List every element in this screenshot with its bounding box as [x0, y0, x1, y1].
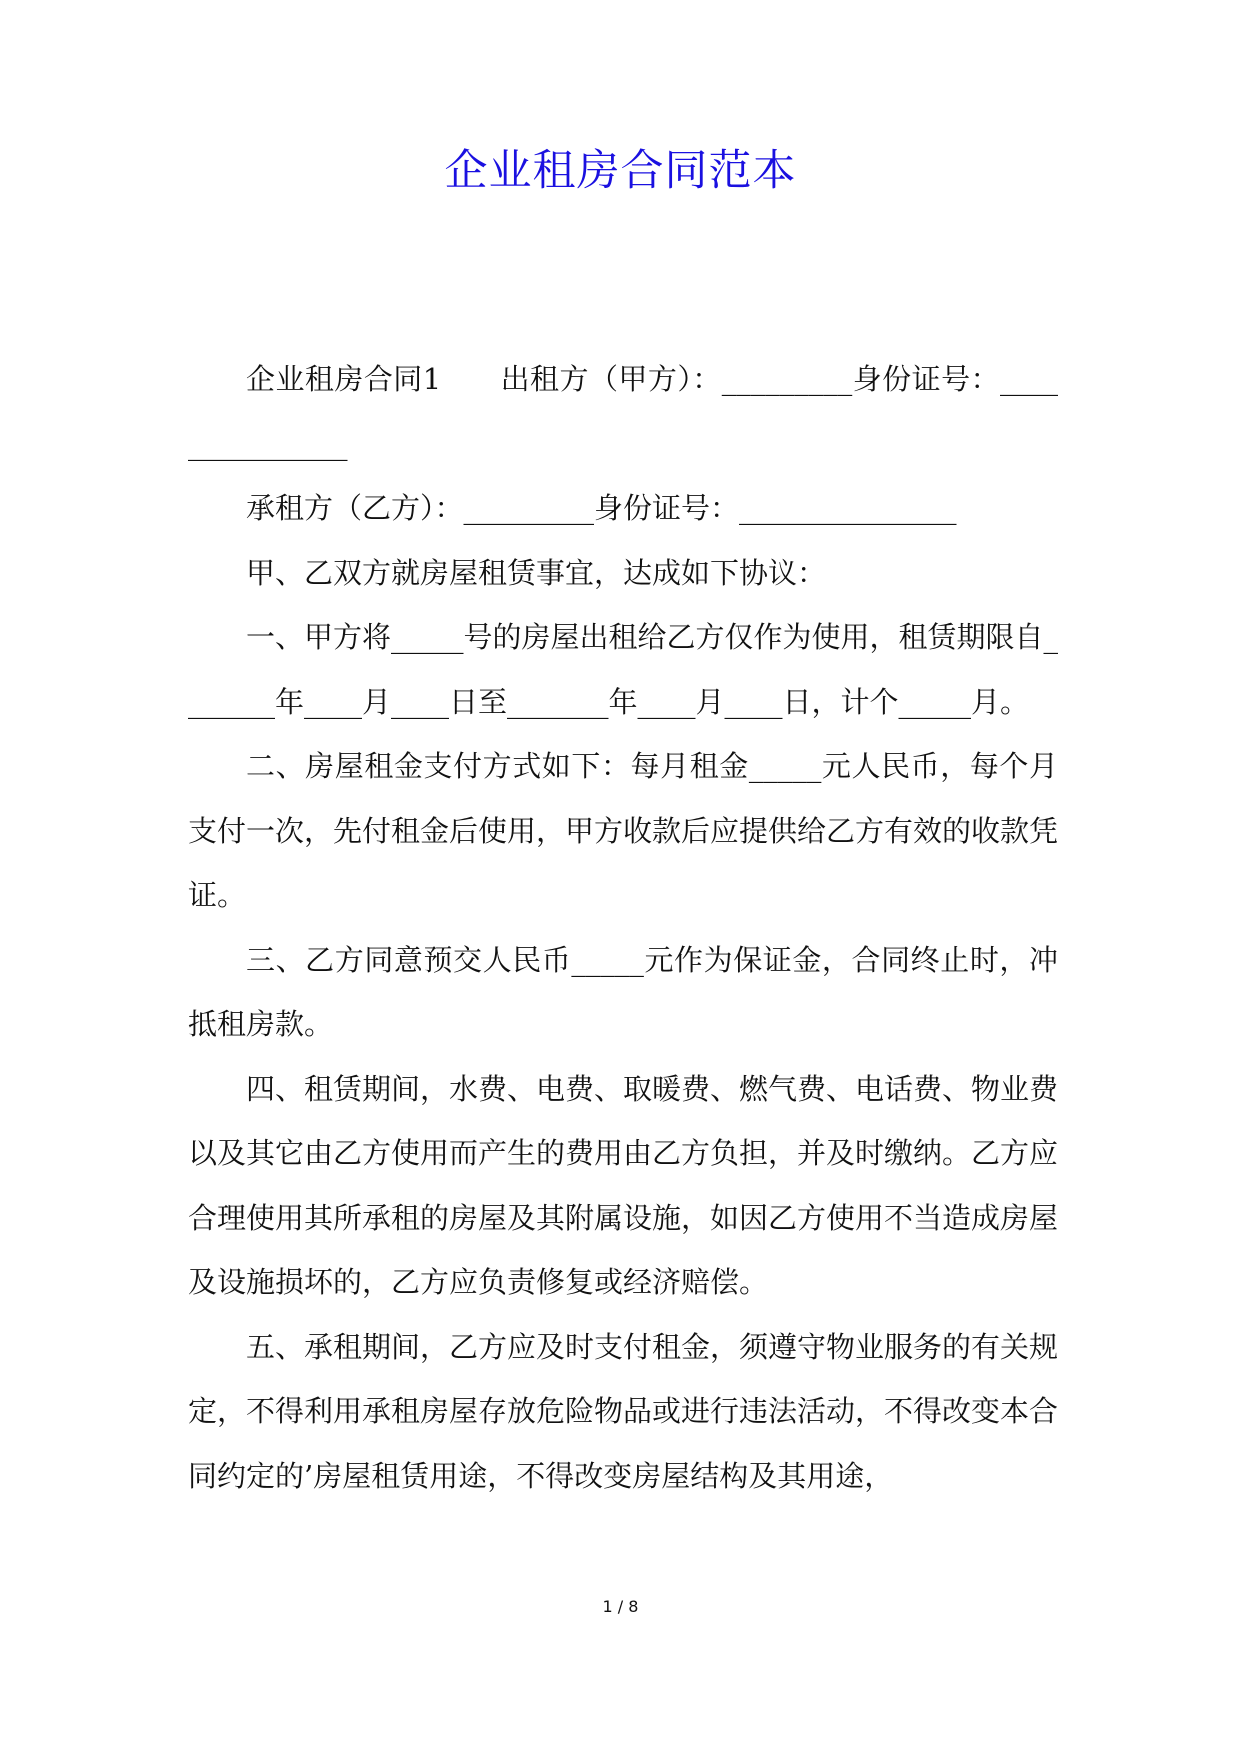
paragraph-parties-lessor: 企业租房合同1 出租方（甲方）：_________身份证号：_______________ — [188, 362, 1058, 461]
page-number: 1 / 8 — [602, 1597, 639, 1616]
paragraph-clause-1: 一、甲方将_____号的房屋出租给乙方仅作为使用，租赁期限自_______年____月____日至_______年____月____日，计个_____月。 — [188, 620, 1059, 719]
paragraph-agreement-intro: 甲、乙双方就房屋租赁事宜，达成如下协议： — [246, 555, 827, 590]
paragraph-parties-lessee: 承租方（乙方）：_________身份证号：_______________ — [246, 491, 957, 525]
document-body — [188, 347, 1058, 1508]
paragraph-clause-3: 三、乙方同意预交人民币_____元作为保证金，合同终止时，冲抵租房款。 — [188, 942, 1058, 1041]
paragraph-clause-2: 二、房屋租金支付方式如下：每月租金_____元人民币，每个月支付一次，先付租金后使用，甲方收款后应提供给乙方有效的收款凭证。 — [188, 749, 1059, 912]
paragraph-clause-5: 五、承租期间，乙方应及时支付租金，须遵守物业服务的有关规定，不得利用承租房屋存放危险物品或进行违法活动，不得改变本合同约定的’房屋租赁用途，不得改变房屋结构及其用途， — [188, 1329, 1059, 1493]
document-title: 企业租房合同范本 — [444, 146, 797, 196]
paragraph-clause-4: 四、租赁期间，水费、电费、取暖费、燃气费、电话费、物业费以及其它由乙方使用而产生的费用由乙方负担，并及时缴纳。乙方应合理使用其所承租的房屋及其附属设施，如因乙方使用不当造成房屋及设施损坏的，乙方应负责修复或经济赔偿。 — [188, 1071, 1059, 1299]
